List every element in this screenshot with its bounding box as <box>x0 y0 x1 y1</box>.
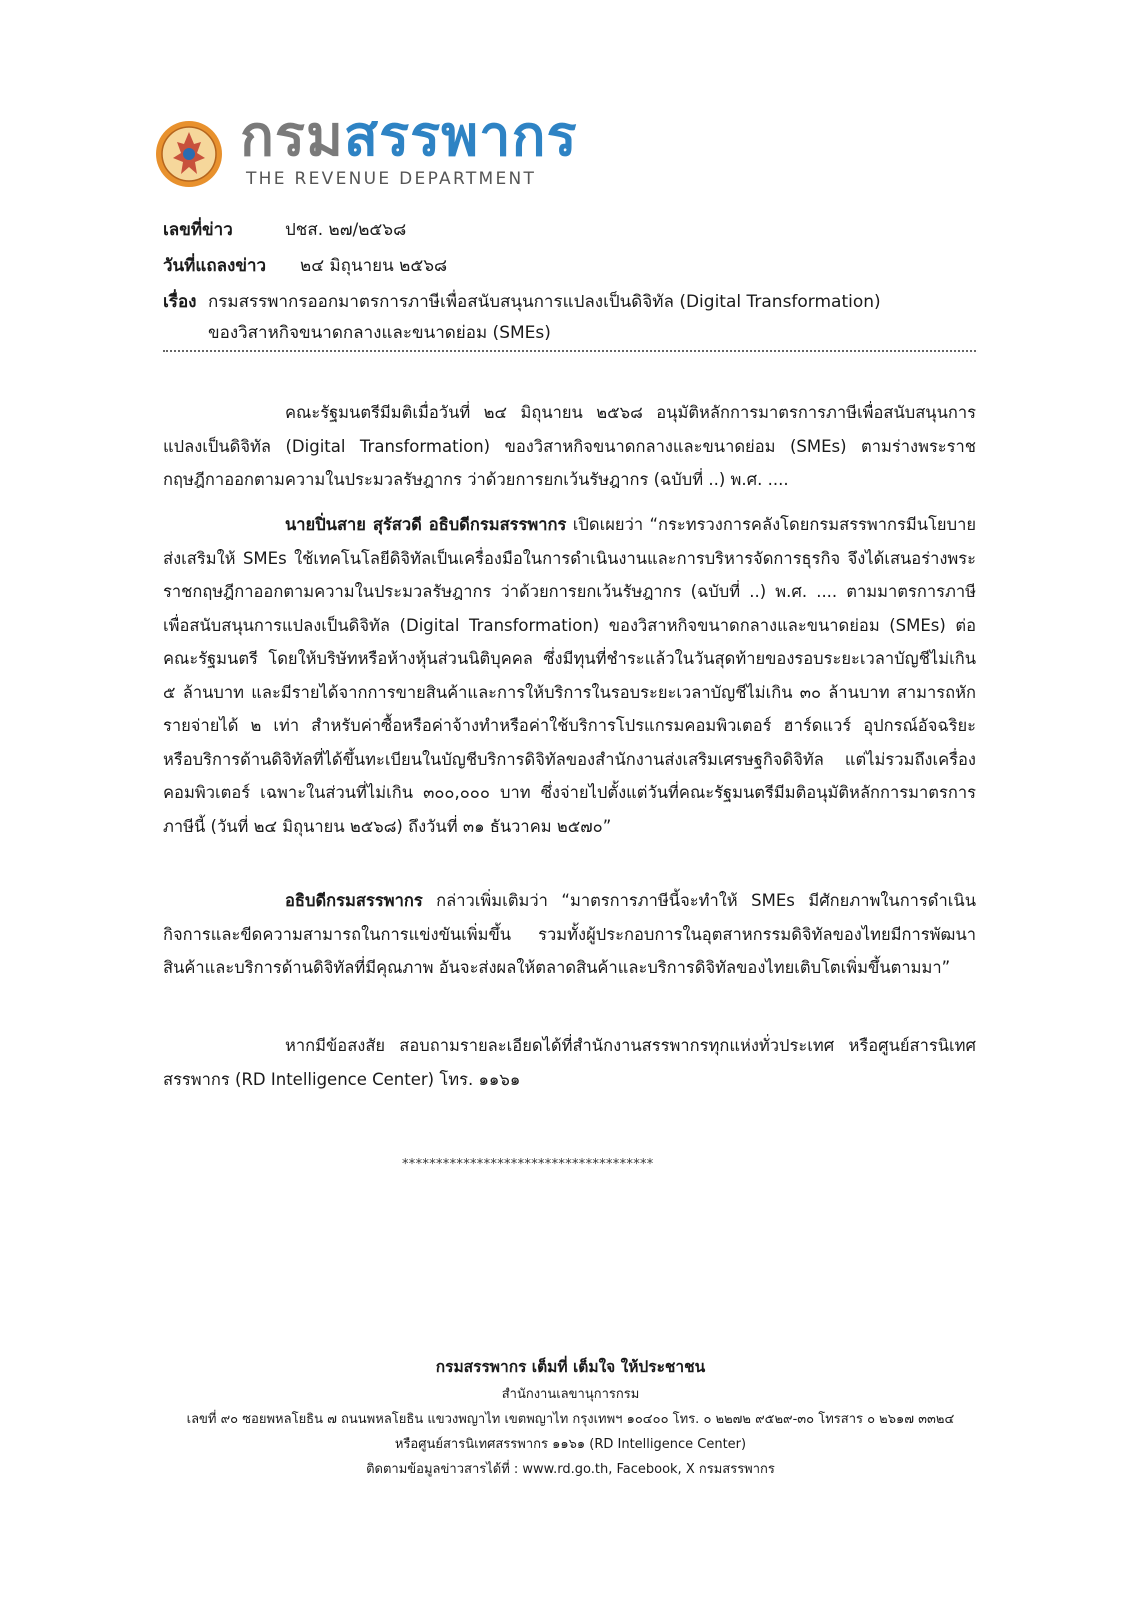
paragraph-1: คณะรัฐมนตรีมีมติเมื่อวันที่ ๒๔ มิถุนายน ๒๕๖๘ อนุมัติหลักการมาตรการภาษีเพื่อสนับสนุนการแปลงเป็นดิจิทัล (Digital Transformation) ของวิสาหกิจขนาดกลางและขนาดย่อม (SMEs) ตามร่างพระราชกฤษฎีกาออกตามความในประมวลรัษฎากร ว่าด้วยการยกเว้นรัษฎากร (ฉบับที่ ..) พ.ศ. .... <box>163 403 976 489</box>
paragraph-2-text: เปิดเผยว่า “กระทรวงการคลังโดยกรมสรรพากรมีนโยบายส่งเสริมให้ SMEs ใช้เทคโนโลยีดิจิทัลเป็นเครื่องมือในการดำเนินงานและการบริหารจัดการธุรกิจ จึงได้เสนอร่างพระราชกฤษฎีกาออกตามความในประมวลรัษฎากร ว่าด้วยการยกเว้นรัษฎากร (ฉบับที่ ..) พ.ศ. .... ตามมาตรการภาษีเพื่อสนับสนุนการแปลงเป็นดิจิทัล (Digital Transformation) ของวิสาหกิจขนาดกลางและขนาดย่อม (SMEs) ต่อคณะรัฐมนตรี โดยให้บริษัทหรือห้างหุ้นส่วนนิติบุคคล ซึ่งมีทุนที่ชำระแล้วในวันสุดท้ายของรอบระยะเวลาบัญชีไม่เกิน ๕ ล้านบาท และมีรายได้จากการขายสินค้าและการให้บริการในรอบระยะเวลาบัญชีไม่เกิน ๓๐ ล้านบาท สามารถหักรายจ่ายได้ ๒ เท่า สำหรับค่าซื้อหรือค่าจ้างทำหรือค่าใช้บริการโปรแกรมคอมพิวเตอร์ ฮาร์ดแวร์ อุปกรณ์อัจฉริยะ หรือบริการด้านดิจิทัลที่ได้ขึ้นทะเบียนในบัญชีบริการดิจิทัลของสำนักงานส่งเสริมเศรษฐกิจดิจิทัล แต่ไม่รวมถึงเครื่องคอมพิวเตอร์ เฉพาะในส่วนที่ไม่เกิน ๓๐๐,๐๐๐ บาท ซึ่งจ่ายไปตั้งแต่วันที่คณะรัฐมนตรีมีมติอนุมัติหลักการมาตรการภาษีนี้ (วันที่ ๒๔ มิถุนายน ๒๕๖๘) ถึงวันที่ ๓๑ ธันวาคม ๒๕๗๐” <box>163 515 976 836</box>
press-date-label: วันที่แถลงข่าว <box>163 256 267 276</box>
footer-office: สำนักงานเลขานุการกรม <box>501 1387 640 1402</box>
press-date-value: ๒๔ มิถุนายน ๒๕๖๘ <box>300 256 448 276</box>
dotted-divider <box>163 350 976 352</box>
subject-line2: ของวิสาหกิจขนาดกลางและขนาดย่อม (SMEs) <box>208 323 551 343</box>
paragraph-2 <box>163 508 976 843</box>
news-number-value: ปชส. ๒๗/๒๕๖๘ <box>285 220 407 240</box>
press-date-row <box>163 251 448 281</box>
org-name-thai <box>240 104 578 170</box>
footer-follow: ติดตามข้อมูลข่าวสารได้ที่ : www.rd.go.th, Facebook, X กรมสรรพากร <box>366 1462 775 1477</box>
subject-line1: กรมสรรพากรออกมาตรการภาษีเพื่อสนับสนุนการแปลงเป็นดิจิทัล (Digital Transformation) <box>208 292 881 312</box>
asterisk-separator: ************************************* <box>402 1157 654 1172</box>
footer-info-center: หรือศูนย์สารนิเทศสรรพากร ๑๑๖๑ (RD Intelligence Center) <box>394 1437 747 1452</box>
news-number-row <box>163 215 407 245</box>
footer-address: เลขที่ ๙๐ ซอยพหลโยธิน ๗ ถนนพหลโยธิน แขวงพญาไท เขตพญาไท กรุงเทพฯ ๑๐๔๐๐ โทร. ๐ ๒๒๗๒ ๙๕๒๙-๓๐ โทรสาร ๐ ๒๖๑๗ ๓๓๒๔ <box>186 1412 955 1427</box>
org-name-thai-part2: สรรพากร <box>343 104 578 169</box>
org-name-english: THE REVENUE DEPARTMENT <box>246 169 537 189</box>
news-number-label: เลขที่ข่าว <box>163 220 233 240</box>
org-name-thai-part1: กรม <box>240 104 344 169</box>
revenue-department-seal-icon <box>155 120 223 188</box>
subject-row <box>163 287 881 317</box>
footer-slogan: กรมสรรพากร เต็มที่ เต็มใจ ให้ประชาชน <box>435 1358 706 1376</box>
subject-label: เรื่อง <box>163 292 197 312</box>
paragraph-3-speaker: อธิบดีกรมสรรพากร <box>285 891 423 910</box>
paragraph-3-text: กล่าวเพิ่มเติมว่า “มาตรการภาษีนี้จะทำให้ SMEs มีศักยภาพในการดำเนินกิจการและขีดความสามารถในการแข่งขันเพิ่มขึ้น รวมทั้งผู้ประกอบการในอุตสาหกรรมดิจิทัลของไทยมีการพัฒนาสินค้าและบริการด้านดิจิทัลที่มีคุณภาพ อันจะส่งผลให้ตลาดสินค้าและบริการดิจิทัลของไทยเติบโตเพิ่มขึ้นตามมา” <box>163 891 976 977</box>
paragraph-3 <box>163 884 976 985</box>
paragraph-2-speaker: นายปิ่นสาย สุรัสวดี อธิบดีกรมสรรพากร <box>285 515 567 534</box>
paragraph-4: หากมีข้อสงสัย สอบถามรายละเอียดได้ที่สำนักงานสรรพากรทุกแห่งทั่วประเทศ หรือศูนย์สารนิเทศสรรพากร (RD Intelligence Center) โทร. ๑๑๖๑ <box>163 1036 976 1089</box>
